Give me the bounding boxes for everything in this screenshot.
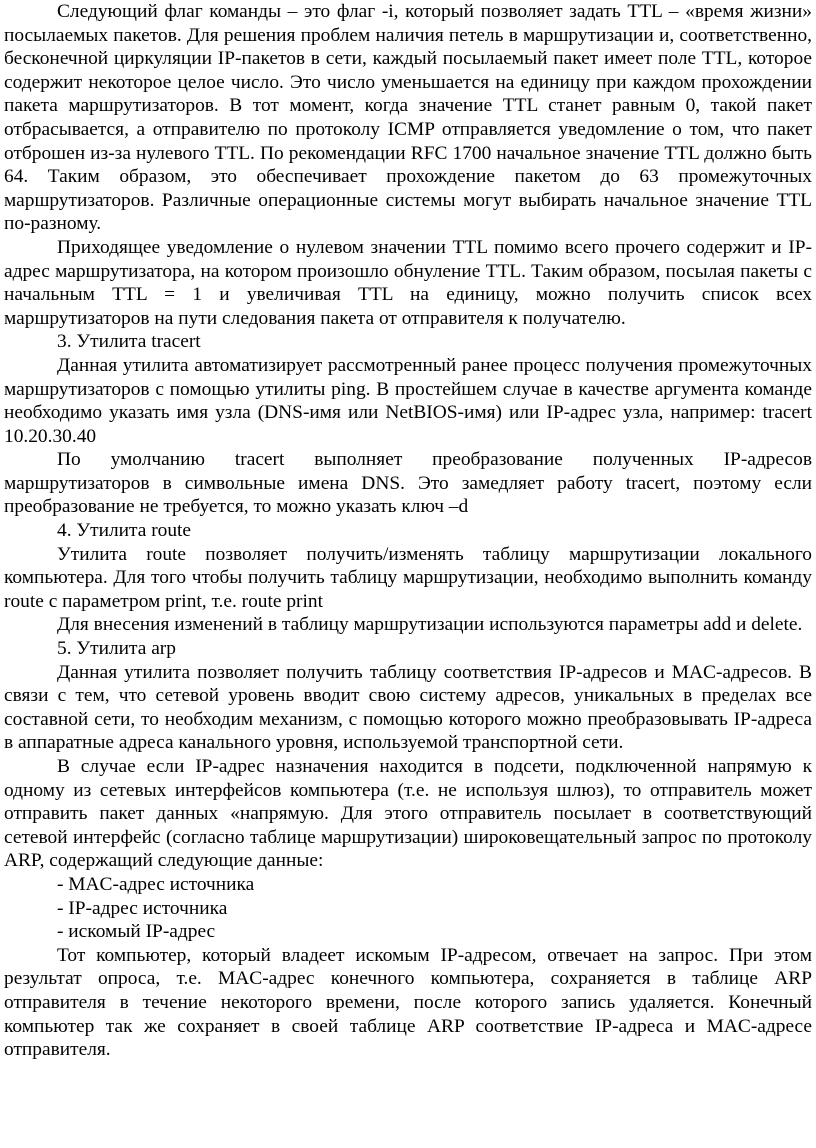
- paragraph-tracert-dns: По умолчанию tracert выполняет преобразование полученных IP-адресов маршрутизаторов в символьные имена DNS. Это замедляет работу tracert, поэтому если преобразование не требуется, то можно указать ключ –d: [4, 449, 812, 518]
- heading-arp: 5. Утилита arp: [57, 638, 176, 660]
- paragraph-arp-response: Тот компьютер, который владеет искомым IP-адресом, отвечает на запрос. При этом результат опроса, т.е. MAC-адрес конечного компьютера, сохраняется в таблице ARP отправителя в течение некоторого времени, после которого запись удаляется. Конечный компьютер так же сохраняет в своей таблице ARP соответствие IP-адреса и MAC-адресе отправителя.: [4, 944, 812, 1061]
- list-item-ip-source: - IP-адрес источника: [57, 897, 228, 919]
- paragraph-ttl-flag: Следующий флаг команды – это флаг -i, который позволяет задать TTL – «время жизни» посылаемых пакетов. Для решения проблем наличия петель в маршрутизации и, соответственно, бесконечной циркуляции IP-пакетов в сети, каждый посылаемый пакет имеет поле TTL, которое содержит некоторое целое число. Это число уменьшается на единицу при каждом прохождении пакета маршрутизаторов. В тот момент, когда значение TTL станет равным 0, такой пакет отбрасывается, а отправителю по протоколу ICMP отправляется уведомление о том, что пакет отброшен из-за нулевого TTL. По рекомендации RFC 1700 начальное значение TTL должно быть 64. Таким образом, это обеспечивает прохождение пакетом до 63 промежуточных маршрутизаторов. Различные операционные системы могут выбирать начальное значение TTL по-разному.: [4, 1, 812, 235]
- paragraph-arp-description: Данная утилита позволяет получить таблицу соответствия IP-адресов и MAC-адресов. В связи с тем, что сетевой уровень вводит свою систему адресов, уникальных в пределах все составной сети, то необходим механизм, с помощью которого можно преобразовывать IP-адреса в аппаратные адреса канального уровня, используемой транспортной сети.: [4, 661, 812, 754]
- paragraph-route-params: Для внесения изменений в таблицу маршрутизации используются параметры add и delete.: [57, 614, 803, 636]
- list-item-mac-source: - MAC-адрес источника: [57, 873, 255, 895]
- heading-tracert: 3. Утилита tracert: [57, 331, 201, 353]
- paragraph-route-description: Утилита route позволяет получить/изменять таблицу маршрутизации локального компьютера. Для того чтобы получить таблицу маршрутизации, необходимо выполнить команду route с параметром print, т.е. route print: [4, 543, 812, 612]
- list-item-target-ip: - искомый IP-адрес: [57, 921, 216, 943]
- paragraph-arp-request: В случае если IP-адрес назначения находится в подсети, подключенной напрямую к одному из сетевых интерфейсов компьютера (т.е. не используя шлюз), то отправитель может отправить пакет данных «напрямую. Для этого отправитель посылает в соответствующий сетевой интерфейс (согласно таблице маршрутизации) широковещательный запрос по протоколу ARP, содержащий следующие данные:: [4, 756, 812, 872]
- paragraph-tracert-description: Данная утилита автоматизирует рассмотренный ранее процесс получения промежуточных маршрутизаторов с помощью утилиты ping. В простейшем случае в качестве аргумента команде необходимо указать имя узла (DNS-имя или NetBIOS-имя) или IP-адрес узла, например: tracert 10.20.30.40: [4, 354, 812, 447]
- paragraph-ttl-notification: Приходящее уведомление о нулевом значении TTL помимо всего прочего содержит и IP-адрес маршрутизатора, на котором произошло обнуление TTL. Таким образом, посылая пакеты с начальным TTL = 1 и увеличивая TTL на единицу, можно получить список всех маршрутизаторов на пути следования пакета от отправителя к получателю.: [4, 236, 812, 329]
- heading-route: 4. Утилита route: [57, 520, 192, 542]
